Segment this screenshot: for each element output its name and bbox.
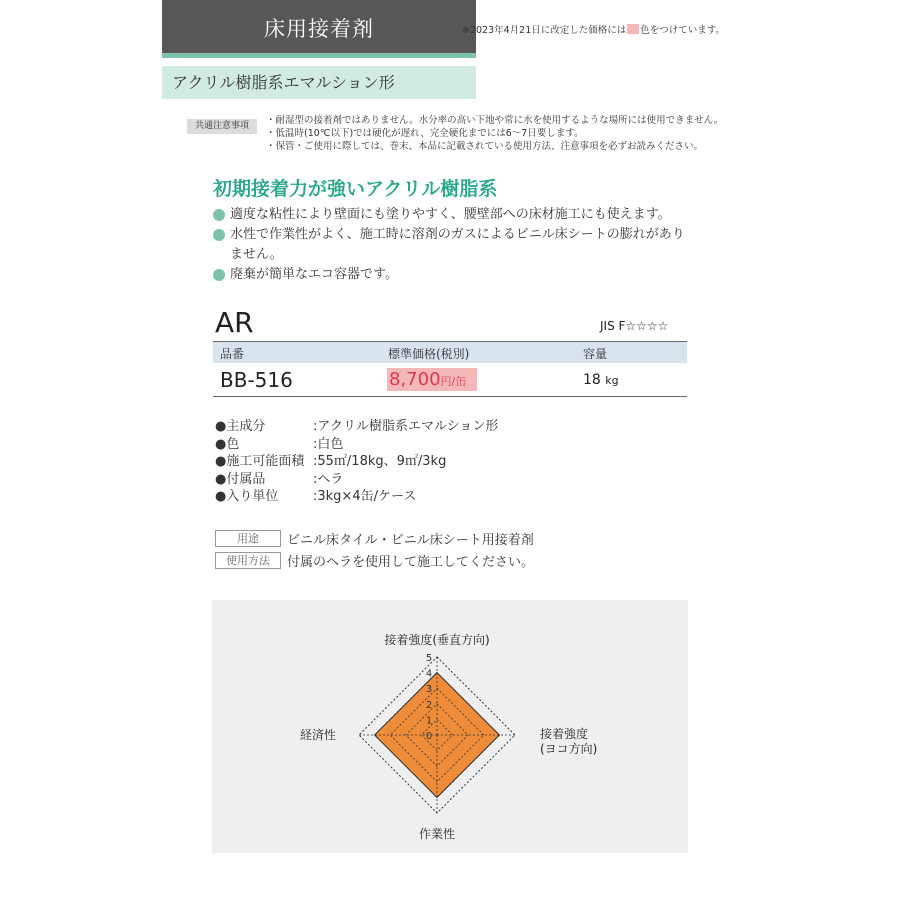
category-subtitle: アクリル樹脂系エマルション形 [162,66,476,99]
radar-axis-label: 接着強度(垂直方向) [384,633,490,647]
radar-tick-label: 0 [425,731,433,742]
caution-line: ・低温時(10℃以下)では硬化が遅れ、完全硬化までには6〜7日要します。 [266,128,584,139]
feature-text: 廃棄が簡単なエコ容器です。 [230,267,398,282]
detail-row [215,453,498,471]
usage-purpose-row [215,529,534,548]
radar-tick-label: 1 [425,715,433,727]
radar-tick-label: 4 [425,668,433,680]
purpose-label: 用途 [215,530,281,547]
header-model: 品番 [220,347,245,361]
model-number: BB-516 [220,368,293,392]
capacity-unit: kg [605,374,619,387]
price-note-post: 色をつけています。 [640,25,726,36]
detail-value: :ヘラ [313,471,344,487]
detail-key: ●入り単位 [215,489,279,504]
detail-value: :3kg×4缶/ケース [313,489,417,504]
detail-key: ●付属品 [215,471,266,487]
radar-tick-label: 5 [425,653,433,664]
detail-row [215,418,498,436]
feature-text: 水性で作業性がよく、施工時に溶剤のガスによるビニル床シートの膨れがありません。 [230,227,685,262]
price-highlight-swatch [627,24,639,34]
radar-axis-label: 作業性 [418,827,456,841]
radar-axis-label: 経済性 [299,728,336,742]
detail-key: ●色 [215,436,240,452]
detail-value: :55㎡/18kg、9㎡/3kg [313,454,447,469]
feature-item [213,225,693,265]
radar-tick-label: 2 [425,699,433,711]
table-row [213,363,687,397]
title-underline [162,53,476,58]
method-label: 使用方法 [215,552,281,569]
price-value: 8,700 [389,369,441,390]
page-title: 床用接着剤 [162,0,476,53]
capacity-value: 18 [583,372,601,388]
detail-key: ●施工可能面積 [215,454,305,469]
bullet-dot-icon [213,269,225,281]
radar-axis-label: 接着強度 [540,727,589,741]
feature-item [213,265,693,285]
usage-method-row [215,551,534,570]
bullet-dot-icon [213,209,225,221]
detail-key: ●主成分 [215,419,266,434]
detail-row [215,436,498,454]
header-capacity: 容量 [583,347,608,361]
detail-value: :白色 [313,436,344,452]
product-details [215,418,498,506]
caution-label: 共通注意事項 [187,119,257,134]
caution-line: ・保管・ご使用に際しては、巻末、本品に記載されている使用方法、注意事項を必ずお読みください。 [266,141,704,152]
spec-table [213,341,687,397]
radar-chart-panel [212,600,688,853]
bullet-dot-icon [213,229,225,241]
price-note-pre: ※2023年4月21日に改定した価格には [462,25,627,36]
caution-text [266,114,723,153]
radar-axis-label: (ヨコ方向) [540,742,598,756]
detail-value: :アクリル樹脂系エマルション形 [313,419,499,434]
purpose-text: ビニル床タイル・ビニル床シート用接着剤 [287,533,534,548]
feature-list [213,205,693,285]
radar-tick-label: 3 [425,684,433,696]
radar-chart [212,600,688,853]
feature-title: 初期接着力が強いアクリル樹脂系 [213,178,498,200]
detail-row [215,471,498,489]
capacity-cell [583,372,619,388]
method-text: 付属のヘラを使用して施工してください。 [287,555,535,570]
jis-rating: JIS F☆☆☆☆ [600,319,669,333]
price-cell [387,368,477,391]
header-price: 標準価格(税別) [388,347,470,361]
feature-item [213,205,693,225]
spec-table-header [213,341,687,363]
feature-text: 適度な粘性により壁面にも塗りやすく、腰壁部への床材施工にも使えます。 [230,207,671,222]
price-unit: 円/缶 [440,375,467,388]
detail-row [215,488,498,506]
price-note [462,22,725,36]
caution-line: ・耐湿型の接着剤ではありません。水分率の高い下地や常に水を使用するような場所には使用できません。 [266,115,724,126]
product-name: AR [215,306,254,339]
